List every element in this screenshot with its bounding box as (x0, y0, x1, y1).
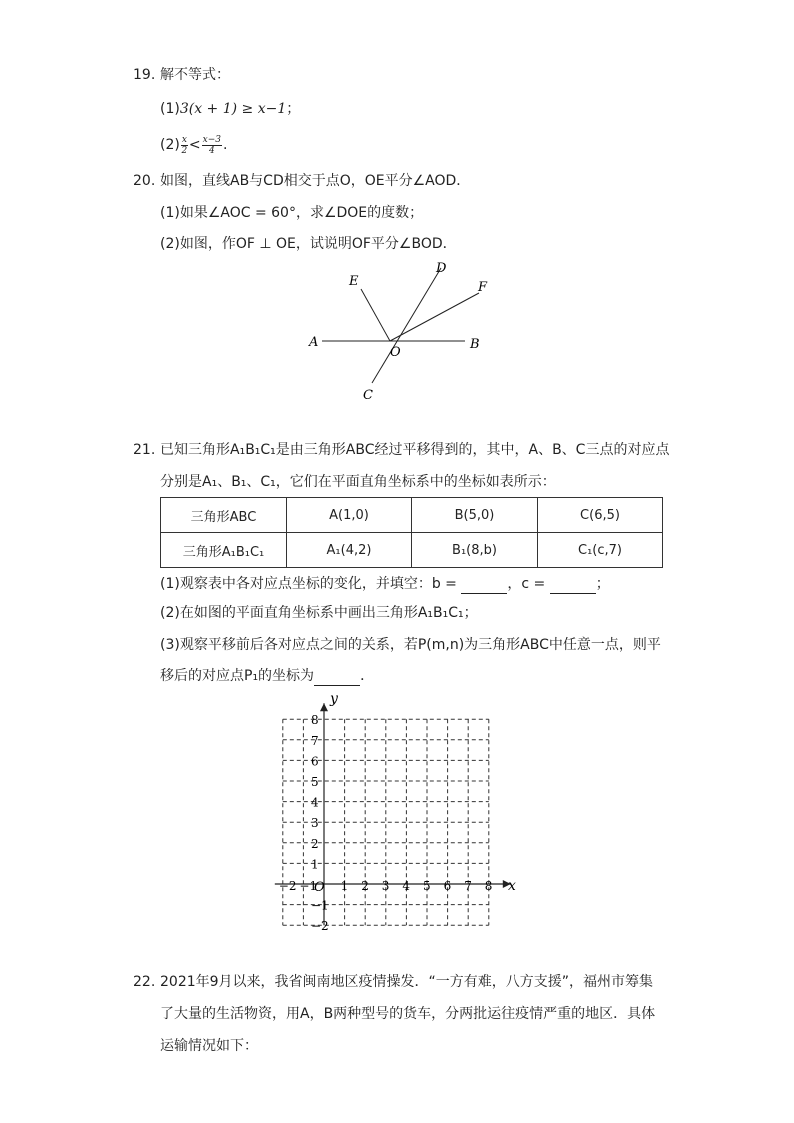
q20-part2: (2)如图，作OF ⊥ OE，试说明OF平分∠BOD． (160, 236, 457, 252)
table-cell: 三角形ABC (161, 498, 287, 533)
y-tick-label: 6 (311, 754, 319, 769)
y-axis-arrow (320, 703, 328, 711)
table-cell: B₁(8,b) (412, 533, 538, 568)
q20-figure (300, 256, 500, 406)
coordinate-grid (268, 690, 523, 935)
x-tick-label: 2 (361, 879, 369, 893)
x-tick-label: 3 (381, 879, 390, 893)
q20-stem: 如图，直线AB与CD相交于点O，OE平分∠AOD． (160, 173, 471, 189)
table-cell: B(5,0) (412, 498, 538, 533)
q21-number: 21. (133, 442, 156, 458)
x-tick-label: 8 (484, 879, 493, 893)
label-o: O (390, 345, 401, 360)
q19-number: 19. (133, 67, 156, 83)
q19-less-than: < (188, 137, 201, 153)
q19-title: 解不等式： (160, 67, 230, 83)
y-tick-label: −1 (311, 898, 329, 913)
label-f: F (478, 280, 488, 295)
table-cell: A₁(4,2) (287, 533, 412, 568)
y-tick-label: 1 (311, 857, 319, 872)
x-tick-label: 7 (464, 879, 472, 893)
q21-part2: (2)在如图的平面直角坐标系中画出三角形A₁B₁C₁； (160, 605, 478, 621)
q20-part1: (1)如果∠AOC = 60°，求∠DOE的度数； (160, 205, 424, 221)
table-cell: 三角形A₁B₁C₁ (161, 533, 287, 568)
q19-part1-label: (1) (160, 101, 180, 117)
q21-part3-line2: 移后的对应点P₁的坐标为 ． (160, 668, 375, 684)
origin-label: O (314, 880, 325, 895)
tick-labels (279, 713, 493, 933)
answer-blank-b[interactable] (461, 575, 507, 594)
y-tick-label: 5 (311, 775, 319, 789)
line-cd (372, 268, 441, 383)
x-tick-label: 4 (402, 879, 411, 893)
x-tick-label: 5 (423, 879, 431, 893)
table-row (161, 533, 663, 568)
coordinate-table (160, 497, 663, 568)
y-tick-label: 2 (311, 836, 319, 851)
table-cell: C(6,5) (538, 498, 663, 533)
q22-line1: 2021年9月以来，我省闽南地区疫情操发．“一方有难，八方支援”，福州市筹集 (160, 974, 654, 990)
q19-fraction-right: $\frac{x-3}{4}$ (202, 134, 221, 156)
q19-part2-label: (2) (160, 137, 180, 153)
ray-oe (361, 289, 390, 341)
q19-part1-expr: 3(x + 1) ≥ x−1 (179, 101, 287, 117)
x-tick-label: −1 (299, 879, 318, 893)
label-e: E (349, 274, 359, 289)
label-d: D (436, 261, 447, 276)
y-axis-label: y (330, 691, 338, 707)
q19-part2 (160, 134, 227, 156)
q22-line3: 运输情况如下： (160, 1038, 258, 1054)
q19-fraction-left: $\frac{x}{2}$ (181, 134, 188, 156)
x-tick-label: 1 (340, 879, 349, 893)
q22-line2: 了大量的生活物资，用A，B两种型号的货车，分两批运往疫情严重的地区．具体 (160, 1006, 656, 1022)
answer-blank-c[interactable] (550, 575, 596, 594)
y-tick-label: 7 (311, 733, 319, 748)
label-c: C (363, 388, 373, 403)
q20-number: 20. (133, 173, 156, 189)
q21-line2: 分别是A₁、B₁、C₁，它们在平面直角坐标系中的坐标如表所示： (160, 474, 556, 490)
q21-part1: (1)观察表中各对应点坐标的变化，并填空：b = ，c = ； (160, 576, 610, 592)
y-tick-label: 3 (311, 816, 319, 831)
q19-part1 (160, 100, 300, 118)
y-tick-label: 8 (311, 713, 319, 728)
q22-number: 22. (133, 974, 156, 990)
q21-line1: 已知三角形A₁B₁C₁是由三角形ABC经过平移得到的，其中，A、B、C三点的对应点 (160, 442, 670, 458)
q19-part1-end: ； (286, 101, 301, 117)
y-tick-label: 4 (311, 795, 319, 810)
table-cell: C₁(c,7) (538, 533, 663, 568)
x-tick-label: −2 (278, 879, 297, 893)
label-a: A (309, 335, 319, 350)
table-cell: A(1,0) (287, 498, 412, 533)
label-b: B (470, 337, 480, 352)
x-tick-label: 6 (443, 879, 452, 893)
ray-of (390, 293, 479, 341)
q21-part3-line1: (3)观察平移前后各对应点之间的关系，若P(m,n)为三角形ABC中任意一点，则平 (160, 637, 661, 653)
q19-part2-end: . (223, 137, 228, 153)
answer-blank-p1[interactable] (314, 667, 360, 686)
x-axis-label: x (508, 878, 516, 894)
table-row (161, 498, 663, 533)
y-tick-label: −2 (311, 919, 329, 934)
